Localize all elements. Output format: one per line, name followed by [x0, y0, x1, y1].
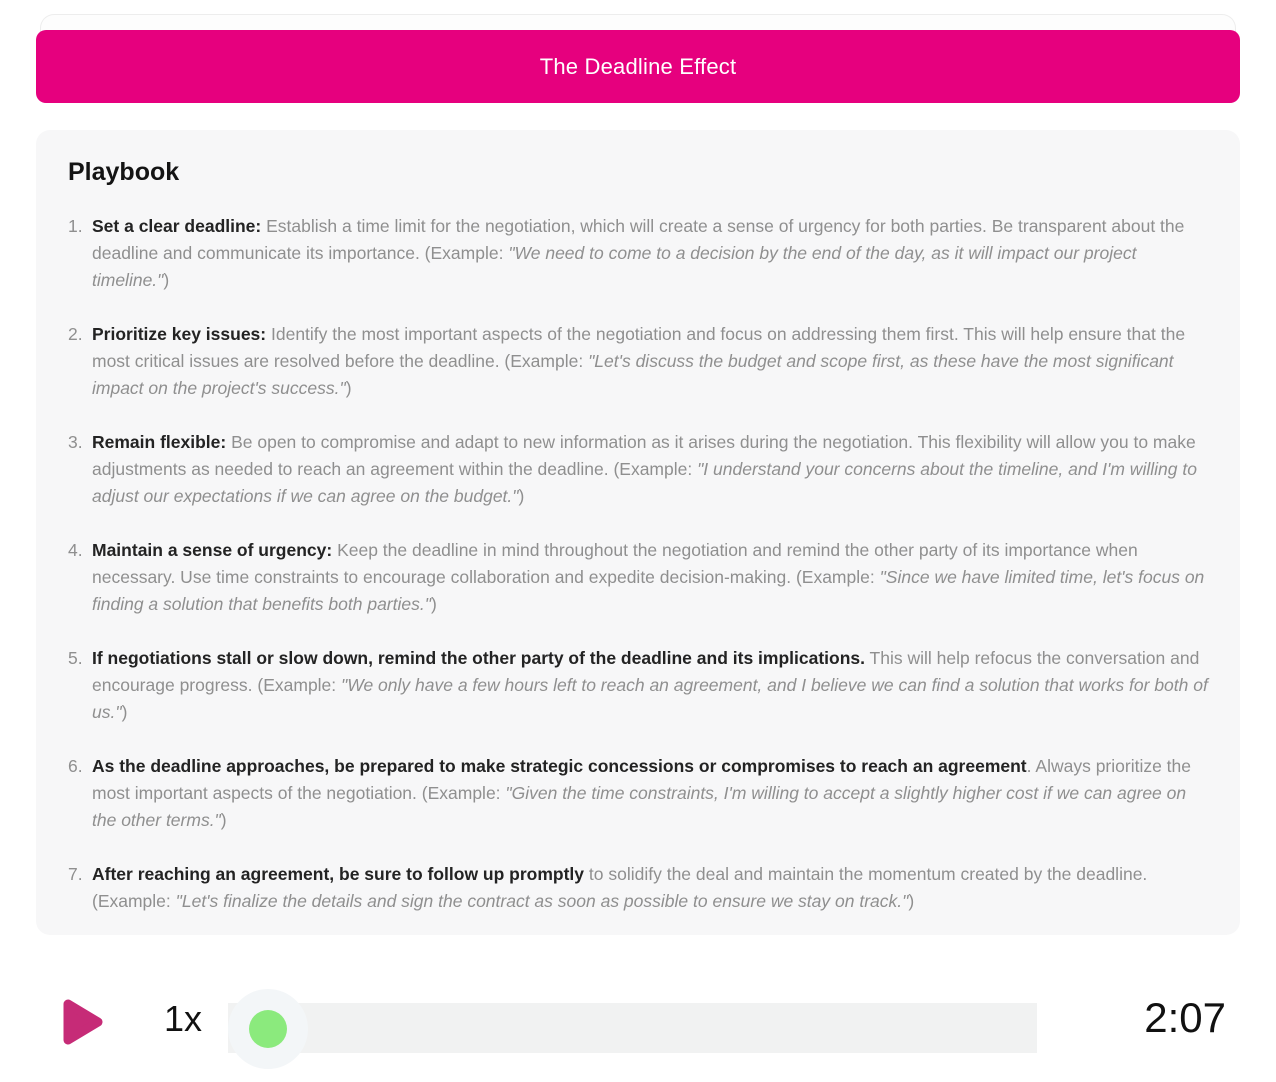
item-text [92, 753, 1208, 834]
playbook-item [68, 753, 1208, 834]
progress-bar-track[interactable] [228, 1003, 1037, 1053]
item-description: This will help refocus the conversation and encourage progress. (Example: [92, 648, 1200, 695]
item-suffix: ) [430, 594, 437, 614]
item-lead: Set a clear deadline: [92, 216, 262, 236]
playbook-item [68, 213, 1208, 294]
item-description: Establish a time limit for the negotiation, which will create a sense of urgency for both parties. Be transparent about the deadline and communicate its importance. (Example: [92, 216, 1185, 263]
item-example-quote: "Given the time constraints, I'm willing to accept a slightly higher cost if we can agree on the other terms." [92, 783, 1187, 830]
playbook-item [68, 537, 1208, 618]
item-number: 1. [68, 216, 83, 236]
playbook-item [68, 321, 1208, 402]
item-example-quote: "We only have a few hours left to reach an agreement, and I believe we can find a solution that works for both of us." [92, 675, 1208, 722]
item-number: 2. [68, 324, 83, 344]
item-suffix: ) [908, 891, 915, 911]
item-text [92, 213, 1208, 294]
item-number: 6. [68, 756, 83, 776]
playbook-item [68, 861, 1208, 915]
playbook-card [36, 130, 1240, 935]
item-example-quote: "We need to come to a decision by the end of the day, as it will impact our project timeline." [92, 243, 1137, 290]
item-number: 3. [68, 432, 83, 452]
item-text [92, 321, 1208, 402]
item-lead: As the deadline approaches, be prepared to make strategic concessions or compromises to reach an agreement [92, 756, 1027, 776]
item-example-quote: "I understand your concerns about the timeline, and I'm willing to adjust our expectations if we can agree on the budget." [92, 459, 1197, 506]
item-example-quote: "Let's discuss the budget and scope first, as these have the most significant impact on the project's success." [92, 351, 1174, 398]
item-text [92, 537, 1208, 618]
item-text [92, 861, 1208, 915]
item-lead: After reaching an agreement, be sure to follow up promptly [92, 864, 585, 884]
item-lead: Remain flexible: [92, 432, 227, 452]
item-lead: Prioritize key issues: [92, 324, 267, 344]
item-suffix: ) [121, 702, 128, 722]
playbook-heading: Playbook [68, 158, 180, 186]
item-description: Identify the most important aspects of the negotiation and focus on addressing them first. This will help ensure that the most critical issues are resolved before the deadline. (Example: [92, 324, 1186, 371]
item-suffix: ) [220, 810, 227, 830]
title-banner [36, 30, 1240, 103]
item-suffix: ) [345, 378, 352, 398]
item-lead: If negotiations stall or slow down, remind the other party of the deadline and its implications. [92, 648, 865, 668]
item-example-quote: "Let's finalize the details and sign the contract as soon as possible to ensure we stay on track." [175, 891, 909, 911]
page-title: The Deadline Effect [539, 53, 737, 79]
item-suffix: ) [518, 486, 525, 506]
item-example-quote: "Since we have limited time, let's focus on finding a solution that benefits both parties." [92, 567, 1205, 614]
playbook-list [68, 213, 1208, 915]
item-text [92, 645, 1208, 726]
item-description: to solidify the deal and maintain the momentum created by the deadline. (Example: [92, 864, 1148, 911]
item-suffix: ) [163, 270, 170, 290]
item-number: 5. [68, 648, 83, 668]
item-description: . Always prioritize the most important aspects of the negotiation. (Example: [92, 756, 1192, 803]
item-number: 4. [68, 540, 83, 560]
item-description: Keep the deadline in mind throughout the negotiation and remind the other party of its importance when necessary. Use time constraints to encourage collaboration and expedite decision-making. (Example: [92, 540, 1138, 587]
playback-speed-button[interactable]: 1x [164, 998, 203, 1039]
play-button[interactable] [58, 994, 106, 1050]
play-triangle-icon [58, 1038, 106, 1053]
progress-knob[interactable] [249, 1010, 287, 1048]
playbook-item [68, 429, 1208, 510]
item-lead: Maintain a sense of urgency: [92, 540, 333, 560]
item-number: 7. [68, 864, 83, 884]
item-text [92, 429, 1208, 510]
playbook-item [68, 645, 1208, 726]
duration-label: 2:07 [1144, 994, 1226, 1041]
item-description: Be open to compromise and adapt to new information as it arises during the negotiation. This flexibility will allow you to make adjustments as needed to reach an agreement within the deadline. (Example: [92, 432, 1196, 479]
